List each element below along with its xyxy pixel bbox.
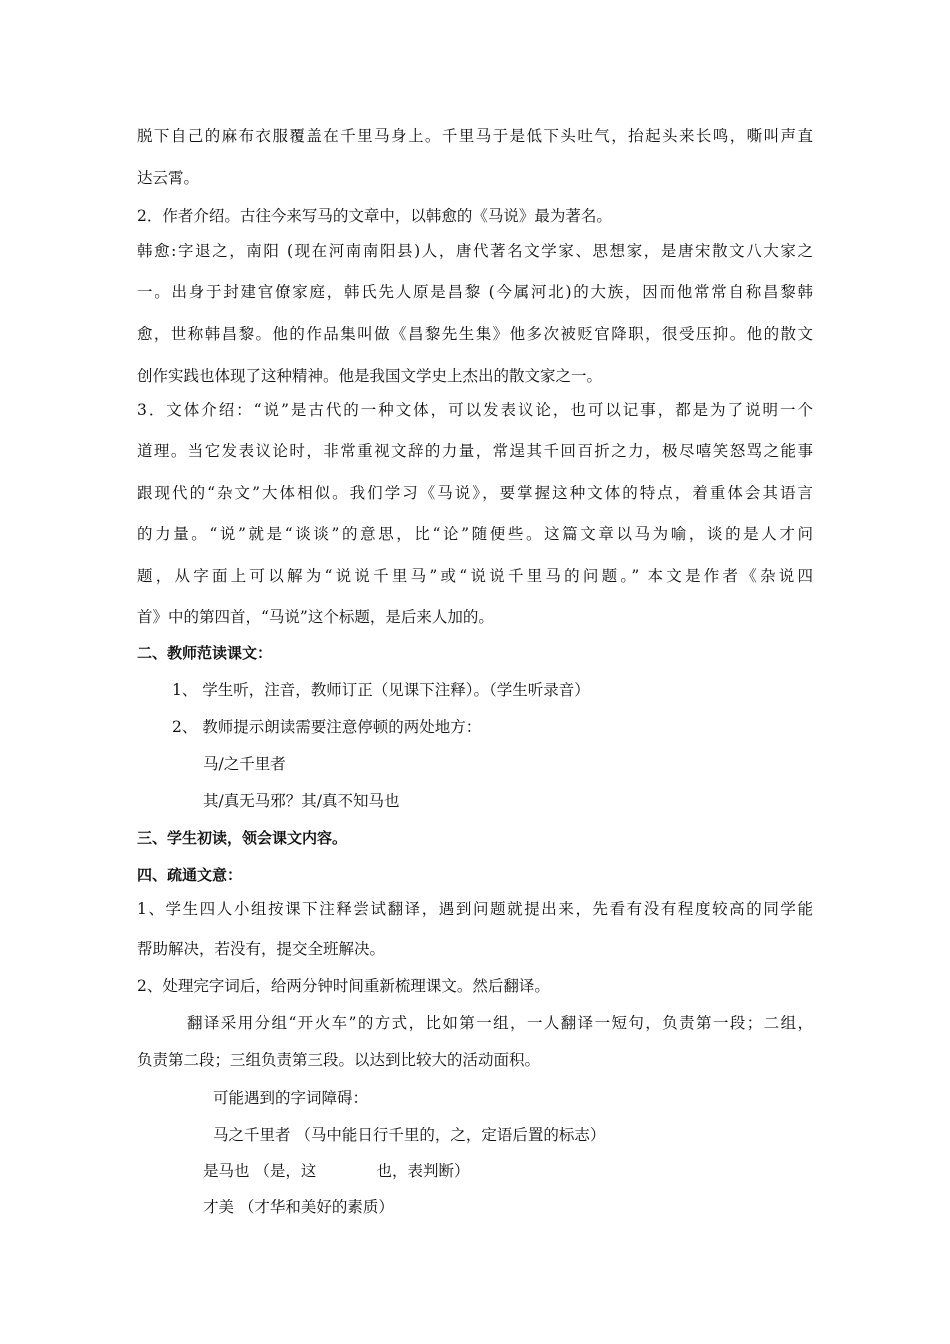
paragraph-line: 翻译采用分组“开火车”的方式，比如第一组，一人翻译一短句，负责第一段；二组， <box>187 1014 813 1032</box>
section-heading: 四、疏通文意： <box>137 866 243 884</box>
section-heading: 二、教师范读课文： <box>137 644 273 662</box>
paragraph-line: 帮助解决，若没有，提交全班解决。 <box>137 940 386 958</box>
example-line: 马之千里者 （马中能日行千里的，之，定语后置的标志） <box>213 1126 606 1144</box>
example-line: 其/真无马邪？其/真不知马也 <box>203 792 400 810</box>
paragraph-line: 的力量。“说”就是“谈谈”的意思，比“论”随便些。这篇文章以马为喻，谈的是人才问 <box>137 525 813 543</box>
example-line: 才美 （才华和美好的素质） <box>203 1198 394 1216</box>
paragraph-line: 首》中的第四首，“马说”这个标题，是后来人加的。 <box>137 608 494 626</box>
paragraph-line: 1、学生四人小组按课下注释尝试翻译，遇到问题就提出来，先看有没有程度较高的同学能 <box>137 900 813 918</box>
example-line: 马/之千里者 <box>203 755 286 773</box>
list-item: 2、 教师提示朗读需要注意停顿的两处地方： <box>172 718 482 736</box>
paragraph-line: 达云霄。 <box>137 169 200 187</box>
paragraph-line: 2．作者介绍。古往今来写马的文章中，以韩愈的《马说》最为著名。 <box>137 207 612 225</box>
paragraph-line: 愈，世称韩昌黎。他的作品集叫做《昌黎先生集》他多次被贬官降职，很受压抑。他的散文 <box>137 325 813 343</box>
list-item: 1、 学生听，注音，教师订正（见课下注释）。（学生听录音） <box>172 681 590 699</box>
paragraph-line: 韩愈:字退之，南阳 (现在河南南阳县)人，唐代著名文学家、思想家，是唐宋散文八大家之 <box>137 242 813 260</box>
example-text: 是马也 （是，这 <box>203 1162 317 1180</box>
paragraph-line: 脱下自己的麻布衣服覆盖在千里马身上。千里马于是低下头吐气，抬起头来长鸣，嘶叫声直 <box>137 127 813 145</box>
paragraph-line: 一。出身于封建官僚家庭，韩氏先人原是昌黎 (今属河北)的大族，因而他常常自称昌黎韩 <box>137 283 813 301</box>
paragraph-line: 道理。当它发表议论时，非常重视文辞的力量，常逞其千回百折之力，极尽嘻笑怒骂之能事 <box>137 442 813 460</box>
paragraph-line: 跟现代的“杂文”大体相似。我们学习《马说》，要掌握这种文体的特点，着重体会其语言 <box>137 484 813 502</box>
paragraph-line: 题，从字面上可以解为“说说千里马”或“说说千里马的问题。” 本文是作者《杂说四 <box>137 567 813 585</box>
paragraph-line: 负责第二段；三组负责第三段。以达到比较大的活动面积。 <box>137 1051 541 1069</box>
paragraph-line: 创作实践也体现了这种精神。他是我国文学史上杰出的散文家之一。 <box>137 367 603 385</box>
example-line <box>203 1160 469 1182</box>
paragraph-line: 2、处理完字词后，给两分钟时间重新梳理课文。然后翻译。 <box>137 977 550 995</box>
section-heading: 三、学生初读，领会课文内容。 <box>137 829 348 847</box>
example-line: 可能遇到的字词障碍： <box>213 1089 369 1107</box>
example-text: 也，表判断） <box>376 1162 470 1180</box>
paragraph-line: 3．文体介绍：“说”是古代的一种文体，可以发表议论，也可以记事，都是为了说明一个 <box>137 401 813 419</box>
